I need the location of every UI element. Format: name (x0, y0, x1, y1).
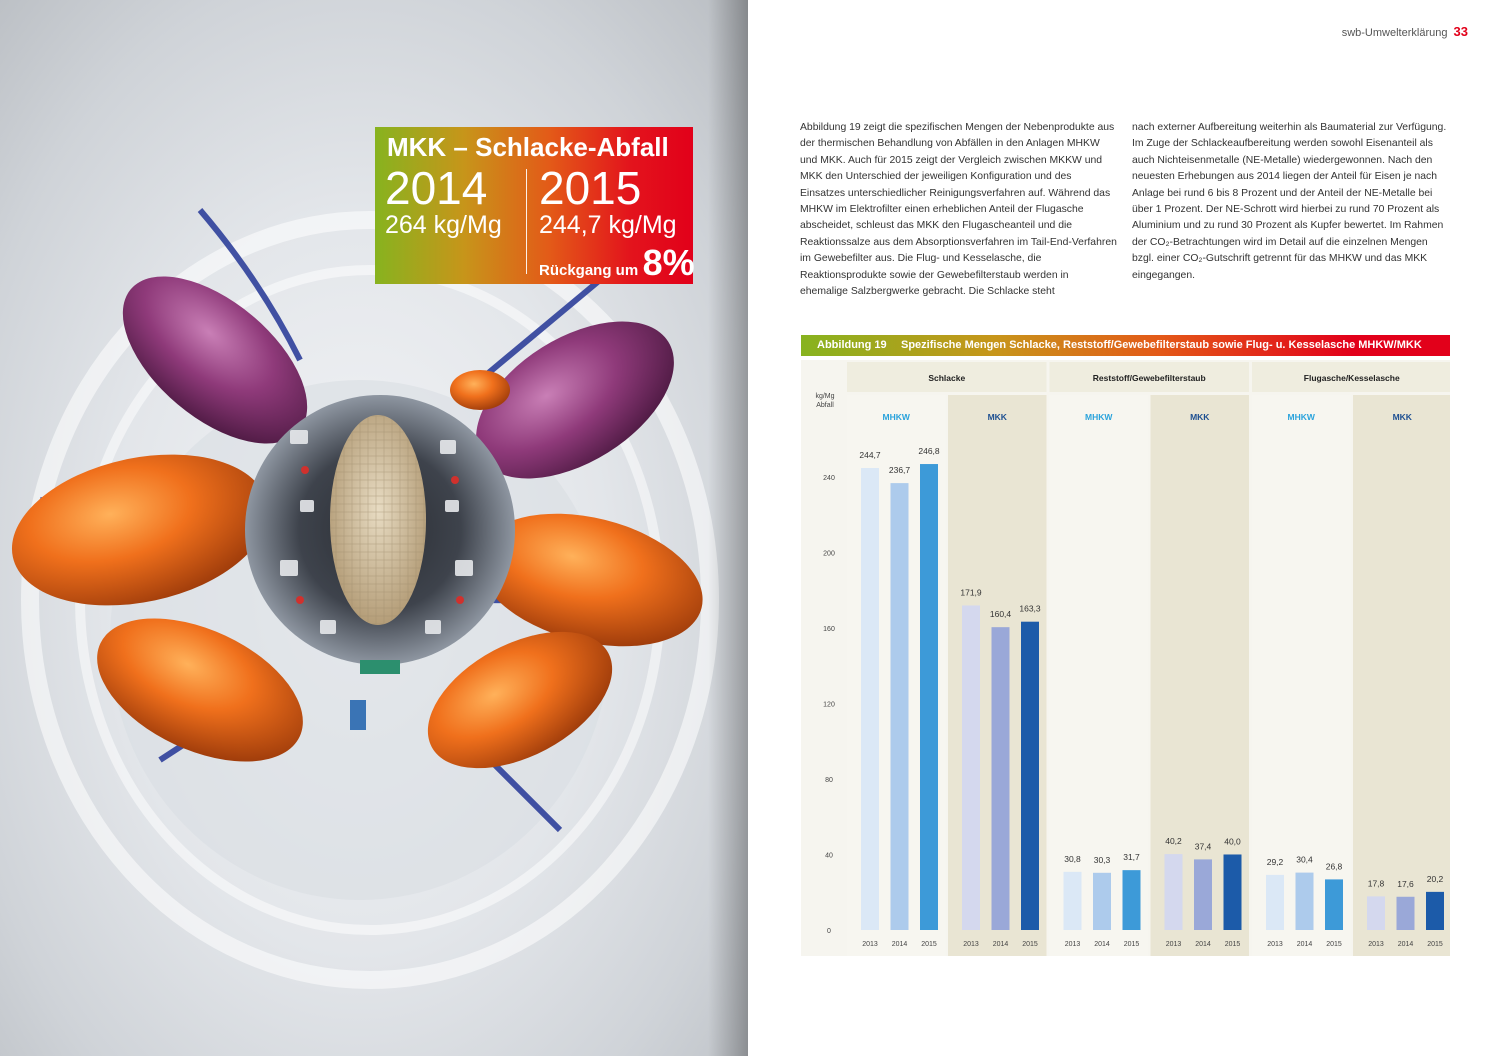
bar (891, 483, 909, 930)
figure-title-bar (801, 335, 1450, 356)
bar (1165, 854, 1183, 930)
decline-label: Rückgang um (539, 262, 639, 279)
y-tick-label: 40 (825, 852, 833, 860)
bar (920, 464, 938, 930)
x-tick-label: 2015 (1123, 941, 1140, 948)
bar-value-label: 163,3 (1019, 603, 1041, 614)
x-tick-label: 2015 (1427, 941, 1443, 948)
bar (1296, 873, 1314, 930)
bar (1123, 870, 1141, 930)
info-box-divider (526, 169, 527, 274)
bar-value-label: 246,8 (918, 446, 940, 457)
x-tick-label: 2013 (862, 941, 878, 948)
bar-value-label: 30,4 (1296, 854, 1313, 865)
bar-value-label: 29,2 (1266, 856, 1284, 867)
x-tick-label: 2013 (963, 941, 979, 948)
info-box-year-2014: 2014 (385, 162, 488, 214)
running-head (1342, 24, 1468, 39)
info-box-year-2015: 2015 (539, 162, 642, 214)
y-axis-label-line-1: kg/Mg (815, 393, 835, 400)
bar-value-label: 30,3 (1093, 854, 1111, 865)
x-tick-label: 2013 (1267, 941, 1283, 948)
bar-value-label: 171,9 (960, 587, 982, 598)
bar-value-label: 30,8 (1064, 853, 1081, 864)
bar-value-label: 26,8 (1325, 861, 1343, 872)
y-tick-label: 160 (823, 625, 835, 633)
body-text-column-1 (800, 120, 1118, 300)
info-box-decline (539, 242, 695, 283)
x-tick-label: 2014 (1195, 941, 1211, 948)
x-tick-label: 2015 (1022, 941, 1038, 948)
panel-plant-label: MHKW (882, 412, 910, 422)
info-box (375, 127, 693, 284)
bar (1397, 897, 1415, 930)
bar-value-label: 244,7 (859, 450, 881, 461)
info-box-value-2015: 244,7 kg/Mg (539, 211, 677, 239)
panel-plant-label: MKK (987, 412, 1007, 422)
body-text-column-2 (1132, 120, 1450, 284)
bar-value-label: 40,2 (1165, 836, 1182, 847)
bar (861, 468, 879, 930)
bar (1064, 872, 1082, 930)
body-paragraph-2: nach externer Aufbereitung weiterhin als Baumaterial zur Verfügung. Im Zuge der Schlackeaufbereitung werden sowohl Eisenanteil als auch Nichteisenmetalle (NE-Metalle) wiedergewonnen. Nach den neuesten Erhebungen aus 2014 liegen der Anteil für Eisen je nach Anlage bei rund 6 bis 8 Prozent und der Anteil der NE-Metalle bei über 1 Prozent. Der NE-Schrott wird hierbei zu rund 70 Prozent als Aluminium und zu rund 30 Prozent als Kupfer bewertet. Im Rahmen der CO₂-Betrachtungen wird im Detail auf die einzelnen Mengen bzgl. einer CO₂-Gutschrift getrennt für das MHKW und das MKK eingegangen. (1132, 122, 1447, 281)
bar (962, 605, 980, 930)
panel-plant-label: MKK (1392, 412, 1412, 422)
y-tick-label: 120 (823, 701, 835, 709)
bar-value-label: 31,7 (1123, 852, 1140, 863)
x-tick-label: 2014 (1296, 941, 1313, 948)
panel-plant-label: MHKW (1287, 412, 1315, 422)
bar-value-label: 20,2 (1426, 873, 1444, 884)
panel-plant-label: MHKW (1085, 412, 1113, 422)
bar-value-label: 40,0 (1224, 836, 1241, 847)
right-page (748, 0, 1493, 1056)
bar (1194, 859, 1212, 930)
x-tick-label: 2013 (1165, 941, 1182, 948)
panel-bg-mhkw (1252, 395, 1351, 956)
x-tick-label: 2014 (1094, 941, 1110, 948)
bar (1266, 875, 1284, 930)
running-head-title: swb-Umwelterklärung (1341, 27, 1448, 39)
bar-value-label: 17,8 (1367, 878, 1385, 889)
info-box-title: MKK – Schlacke-Abfall (387, 132, 669, 162)
bar (1426, 892, 1444, 930)
figure-title: Spezifische Mengen Schlacke, Reststoff/Gewebefilterstaub sowie Flug- u. Kesselasche MHKW/MKK (901, 339, 1422, 351)
x-tick-label: 2015 (1224, 941, 1241, 948)
y-tick-label: 200 (823, 550, 835, 558)
tank-orange-small (450, 370, 510, 410)
y-tick-label: 80 (825, 776, 833, 784)
figure-label: Abbildung 19 (817, 339, 887, 351)
panel-bg-mkk (1353, 395, 1450, 956)
bar (992, 627, 1010, 930)
body-paragraph-1: Abbildung 19 zeigt die spezifischen Mengen der Nebenprodukte aus der thermischen Behandlung von Abfällen in den Anlagen MHKW und MKK. Auch für 2015 zeigt der Vergleich zwischen MKKW und MKK den Unterschied der jeweiligen Konfiguration und des Einsatzes unterschiedlicher Reinigungsverfahren auf. Während das MHKW im Elektrofilter einen erheblichen Anteil der Flugasche abscheidet, schleust das MKK den Flugascheanteil und die Reaktionssalze aus dem Absorptionsverfahren im Tail-End-Verfahren im Gewebefilter aus. Die Flug- und Kesselasche, die Reaktionsprodukte sowie der Gewebefilterstaub werden in ehemalige Salzbergwerke gebracht. Die Schlacke steht (800, 122, 1117, 298)
bar-value-label: 160,4 (989, 609, 1012, 620)
bar (1224, 854, 1242, 930)
decline-percent: 8% (642, 242, 695, 283)
x-tick-label: 2014 (1397, 941, 1414, 948)
x-tick-label: 2015 (1326, 941, 1342, 948)
y-axis-label-line-2: Abfall (816, 402, 834, 409)
group-header-label: Flugasche/Kesselasche (1303, 373, 1400, 383)
x-tick-label: 2013 (1064, 941, 1081, 948)
bar-value-label: 17,6 (1397, 878, 1414, 889)
bar (1021, 622, 1039, 930)
group-header-label: Reststoff/Gewebefilterstaub (1092, 373, 1206, 383)
chart-frame (801, 360, 1450, 956)
y-tick-label: 240 (823, 474, 835, 482)
bar (1325, 879, 1343, 930)
bar-value-label: 236,7 (888, 465, 911, 476)
bar (1093, 873, 1111, 930)
page-number: 33 (1453, 24, 1468, 39)
y-tick-label: 0 (827, 928, 831, 935)
info-box-value-2014: 264 kg/Mg (385, 211, 502, 239)
x-tick-label: 2015 (921, 941, 937, 948)
x-tick-label: 2014 (992, 941, 1009, 948)
x-tick-label: 2013 (1368, 941, 1384, 948)
panel-plant-label: MKK (1190, 412, 1210, 422)
bar-value-label: 37,4 (1194, 841, 1212, 852)
group-header-label: Schlacke (928, 373, 966, 383)
x-tick-label: 2014 (891, 941, 908, 948)
bar-chart (801, 360, 1450, 956)
page-gutter-shadow (708, 0, 748, 1056)
bar (1367, 896, 1385, 930)
